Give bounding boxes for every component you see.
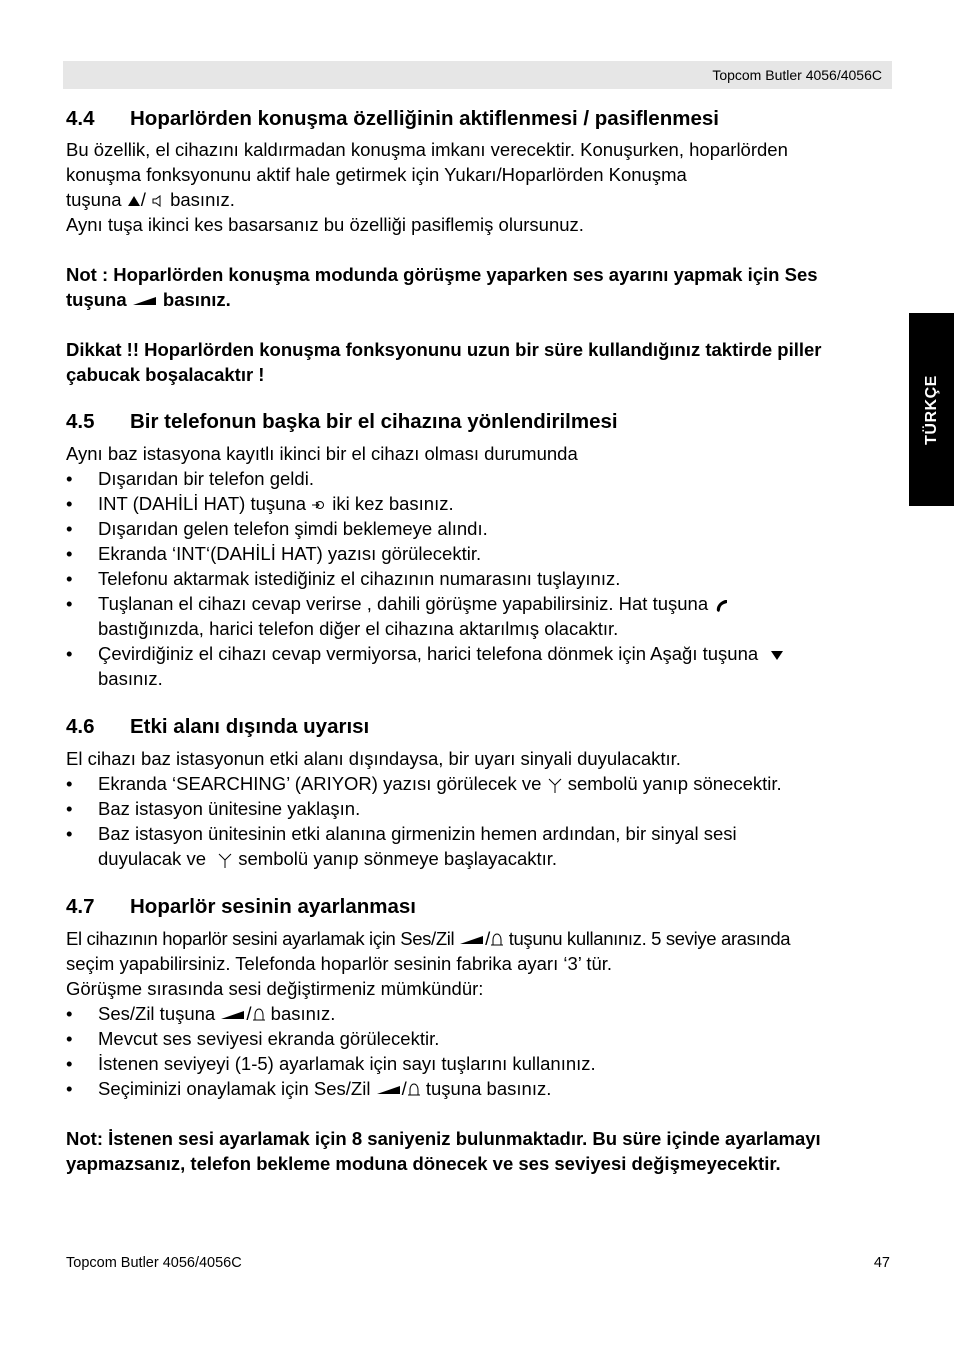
note-line: Not : Hoparlörden konuşma modunda görüşme yaparken ses ayarını yapmak için Ses (66, 264, 818, 285)
list-item-continuation (98, 846, 557, 871)
note-line: Not: İstenen sesi ayarlamak için 8 saniyeniz bulunmaktadır. Bu süre içinde ayarlamayı (66, 1128, 821, 1149)
paragraph-line: konuşma fonksyonunu aktif hale getirmek için Yukarı/Hoparlörden Konuşma (66, 164, 687, 185)
list-item-text: Baz istasyon ünitesinin etki alanına girmenizin hemen ardından, bir sinyal sesi (98, 823, 737, 844)
text-fragment: tuşuna (66, 289, 127, 310)
text-fragment: Ekranda ‘SEARCHING’ (ARIYOR) yazısı görülecek ve (98, 773, 542, 794)
list-item-text (98, 491, 454, 516)
down-arrow-icon (769, 649, 787, 661)
text-fragment: Tuşlanan el cihazı cevap verirse , dahili görüşme yapabilirsiniz. Hat tuşuna (98, 593, 709, 614)
list-item-text: İstenen seviyeyi (1-5) ayarlamak için sayı tuşlarını kullanınız. (98, 1053, 596, 1074)
bullet: • (66, 643, 73, 664)
page-number: 47 (873, 1255, 890, 1271)
bullet: • (66, 1028, 73, 1049)
section-title: Bir telefonun başka bir el cihazına yönlendirilmesi (130, 410, 618, 433)
bell-icon (407, 1082, 421, 1098)
bullet: • (66, 798, 73, 819)
list-item-text: Ekranda ‘INT‘(DAHİLİ HAT) yazısı görülecektir. (98, 543, 482, 564)
text-fragment: El cihazının hoparlör sesini ayarlamak için Ses/Zil (66, 928, 455, 949)
header-title: Topcom Butler 4056/4056C (712, 67, 882, 83)
paragraph-line: Bu özellik, el cihazını kaldırmadan konuşma imkanı verecektir. Konuşurken, hoparlörden (66, 139, 788, 160)
paragraph-line: El cihazı baz istasyonun etki alanı dışındaysa, bir uyarı sinyali duyulacaktır. (66, 748, 681, 769)
bullet: • (66, 1003, 73, 1024)
bullet: • (66, 568, 73, 589)
bullet: • (66, 823, 73, 844)
section-title: Hoparlörden konuşma özelliğinin aktiflenmesi / pasiflenmesi (130, 107, 719, 130)
list-item-continuation: bastığınızda, harici telefon diğer el cihazına aktarılmış olacaktır. (98, 618, 619, 639)
list-item-continuation: basınız. (98, 668, 163, 689)
section-number: 4.4 (66, 107, 95, 130)
volume-icon (459, 934, 485, 946)
bullet: • (66, 468, 73, 489)
language-tab-label: TÜRKÇE (922, 374, 940, 445)
antenna-icon (217, 851, 233, 869)
list-item-text (98, 1076, 551, 1101)
section-heading-4-4 (66, 106, 719, 131)
bullet: • (66, 518, 73, 539)
text-fragment: Seçiminizi onaylamak için Ses/Zil (98, 1078, 371, 1099)
bullet: • (66, 593, 73, 614)
volume-icon (220, 1009, 246, 1021)
text-fragment: basınız. (270, 1003, 336, 1024)
list-item-text (98, 591, 731, 616)
list-item-text: Mevcut ses seviyesi ekranda görülecektir. (98, 1028, 440, 1049)
text-fragment: Çevirdiğiniz el cihazı cevap vermiyorsa, harici telefona dönmek için Aşağı tuşuna (98, 643, 759, 664)
bell-icon (252, 1007, 266, 1023)
warning-line: Dikkat !! Hoparlörden konuşma fonksyonunu uzun bir süre kullandığınız taktirde piller (66, 339, 822, 360)
phone-handset-icon (713, 597, 731, 613)
text-fragment: duyulacak ve (98, 848, 206, 869)
volume-icon (376, 1084, 402, 1096)
list-item-text: Dışarıdan gelen telefon şimdi beklemeye alındı. (98, 518, 488, 539)
list-item-text (98, 1001, 335, 1026)
paragraph-line: Aynı baz istasyona kayıtlı ikinci bir el cihazı olması durumunda (66, 443, 578, 464)
note-line: yapmazsanız, telefon bekleme moduna dönecek ve ses seviyesi değişmeyecektir. (66, 1153, 781, 1174)
bullet: • (66, 1078, 73, 1099)
text-fragment: iki kez basınız. (332, 493, 454, 514)
section-number: 4.6 (66, 715, 95, 738)
paragraph-line (66, 926, 790, 951)
list-item-text (98, 641, 787, 666)
list-item-text (98, 771, 782, 796)
section-title: Hoparlör sesinin ayarlanması (130, 895, 416, 918)
bullet: • (66, 1053, 73, 1074)
intercom-icon (311, 498, 327, 512)
text-fragment: tuşuna basınız. (425, 1078, 552, 1099)
language-tab (909, 313, 954, 506)
text-fragment: / (246, 1003, 252, 1024)
bell-icon (490, 932, 504, 948)
note-line (66, 287, 231, 312)
text-fragment: / (140, 189, 146, 210)
section-number: 4.7 (66, 895, 95, 918)
page-header (63, 61, 892, 89)
list-item-text: Dışarıdan bir telefon geldi. (98, 468, 314, 489)
text-fragment: / (485, 928, 490, 949)
bullet: • (66, 773, 73, 794)
text-fragment: tuşuna (66, 189, 122, 210)
bullet: • (66, 493, 73, 514)
paragraph-line: Aynı tuşa ikinci kes basarsanız bu özelliği pasiflemiş olursunuz. (66, 214, 584, 235)
bullet: • (66, 543, 73, 564)
text-fragment: basınız. (162, 289, 231, 310)
text-fragment: INT (DAHİLİ HAT) tuşuna (98, 493, 307, 514)
text-fragment: tuşunu kullanınız. 5 seviye arasında (508, 928, 791, 949)
section-heading-4-6 (66, 714, 369, 739)
section-number: 4.5 (66, 410, 95, 433)
antenna-icon (547, 776, 563, 794)
text-fragment: basınız. (170, 189, 235, 210)
section-title: Etki alanı dışında uyarısı (130, 715, 370, 738)
warning-line: çabucak boşalacaktır ! (66, 364, 265, 385)
section-heading-4-7 (66, 894, 416, 919)
up-arrow-icon (127, 195, 141, 207)
volume-icon (132, 295, 158, 307)
text-fragment: sembolü yanıp sönmeye başlayacaktır. (238, 848, 558, 869)
paragraph-line: Görüşme sırasında sesi değiştirmeniz mümkündür: (66, 978, 484, 999)
paragraph-line (66, 187, 235, 212)
speaker-icon (151, 194, 165, 208)
list-item-text: Baz istasyon ünitesine yaklaşın. (98, 798, 361, 819)
list-item-text: Telefonu aktarmak istediğiniz el cihazının numarasını tuşlayınız. (98, 568, 621, 589)
footer-title: Topcom Butler 4056/4056C (66, 1255, 242, 1271)
text-fragment: sembolü yanıp sönecektir. (567, 773, 782, 794)
text-fragment: Ses/Zil tuşuna (98, 1003, 216, 1024)
section-heading-4-5 (66, 409, 618, 434)
text-fragment: / (401, 1078, 407, 1099)
paragraph-line: seçim yapabilirsiniz. Telefonda hoparlör sesinin fabrika ayarı ‘3’ tür. (66, 953, 613, 974)
